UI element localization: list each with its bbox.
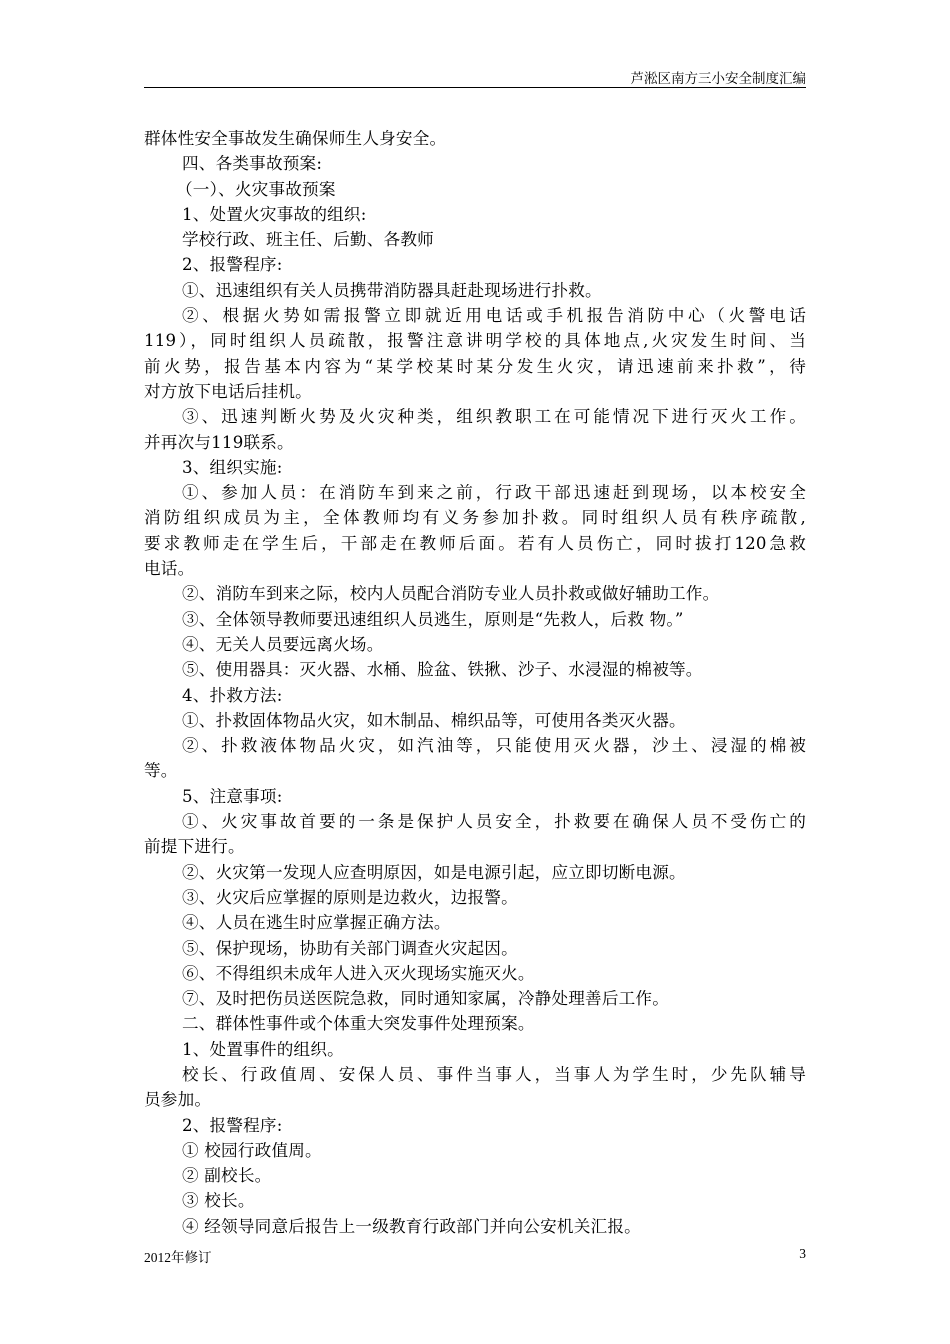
body-line: ②、消防车到来之际，校内人员配合消防专业人员扑救或做好辅助工作。 bbox=[182, 584, 720, 604]
page-header-title: 芦淞区南方三小安全制度汇编 bbox=[630, 71, 806, 86]
body-line: 校长、行政值周、安保人员、事件当事人，当事人为学生时，少先队辅导 bbox=[182, 1064, 806, 1084]
body-line: ②、根据火势如需报警立即就近用电话或手机报告消防中心（火警电话 bbox=[182, 306, 806, 326]
body-line: 电话。 bbox=[144, 559, 195, 579]
body-line: 学校行政、班主任、后勤、各教师 bbox=[182, 230, 434, 250]
body-line: ④、人员在逃生时应掌握正确方法。 bbox=[182, 913, 451, 933]
body-line: 员参加。 bbox=[144, 1090, 212, 1110]
page-number: 3 bbox=[799, 1246, 806, 1261]
body-line: 1、处置火灾事故的组织: bbox=[182, 204, 367, 224]
body-line: 2、报警程序: bbox=[182, 255, 283, 275]
body-line: ⑤、使用器具：灭火器、水桶、脸盆、铁揪、沙子、水浸湿的棉被等。 bbox=[182, 660, 703, 680]
body-line: 前提下进行。 bbox=[144, 837, 245, 857]
body-line: ①、参加人员：在消防车到来之前，行政干部迅速赶到现场，以本校安全 bbox=[182, 483, 806, 503]
body-line: ①、扑救固体物品火灾，如木制品、棉织品等，可使用各类灭火器。 bbox=[182, 710, 686, 730]
section-heading: 四、各类事故预案: bbox=[182, 154, 323, 174]
body-line: ⑦、及时把伤员送医院急救，同时通知家属，冷静处理善后工作。 bbox=[182, 989, 670, 1009]
body-line: 3、组织实施: bbox=[182, 457, 283, 477]
body-line: ⑤、保护现场，协助有关部门调查火灾起因。 bbox=[182, 938, 518, 958]
body-line: 5、注意事项: bbox=[182, 786, 283, 806]
body-line: ②、火灾第一发现人应查明原因，如是电源引起，应立即切断电源。 bbox=[182, 862, 686, 882]
body-line: 2、报警程序: bbox=[182, 1115, 283, 1135]
section-heading: 二、群体性事件或个体重大突发事件处理预案。 bbox=[182, 1014, 535, 1034]
body-line: ②、扑救液体物品火灾，如汽油等，只能使用灭火器，沙土、浸湿的棉被 bbox=[182, 736, 806, 756]
body-line: 消防组织成员为主，全体教师均有义务参加扑救。同时组织人员有秩序疏散, bbox=[144, 508, 806, 528]
body-line: 119），同时组织人员疏散，报警注意讲明学校的具体地点,火灾发生时间、当 bbox=[144, 331, 806, 351]
body-line: ③、火灾后应掌握的原则是边救火，边报警。 bbox=[182, 887, 518, 907]
footer-revision: 2012年修订 bbox=[144, 1250, 212, 1265]
body-line: 4、扑救方法: bbox=[182, 685, 283, 705]
body-line: 群体性安全事故发生确保师生人身安全。 bbox=[144, 129, 447, 148]
header-rule bbox=[144, 87, 806, 88]
body-line: ①、火灾事故首要的一条是保护人员安全，扑救要在确保人员不受伤亡的 bbox=[182, 812, 806, 832]
body-line: 等。 bbox=[144, 761, 178, 781]
body-line: ③、迅速判断火势及火灾种类，组织教职工在可能情况下进行灭火工作。 bbox=[182, 407, 806, 427]
body-line: ① 校园行政值周。 bbox=[182, 1140, 322, 1160]
body-line: ② 副校长。 bbox=[182, 1166, 272, 1186]
body-line: 并再次与119联系。 bbox=[144, 432, 294, 452]
document-body bbox=[144, 126, 806, 1239]
body-line: 前火势，报告基本内容为“某学校某时某分发生火灾，请迅速前来扑救”，待 bbox=[144, 356, 806, 376]
body-line: 对方放下电话后挂机。 bbox=[144, 381, 312, 401]
body-line: 1、处置事件的组织。 bbox=[182, 1039, 344, 1059]
body-line: ③、全体领导教师要迅速组织人员逃生，原则是“先救人，后救 物。” bbox=[182, 609, 684, 629]
body-line: ④ 经领导同意后报告上一级教育行政部门并向公安机关汇报。 bbox=[182, 1216, 641, 1236]
body-line: ③ 校长。 bbox=[182, 1191, 255, 1211]
body-line: ④、无关人员要远离火场。 bbox=[182, 634, 384, 654]
subsection-heading: （一）、火灾事故预案 bbox=[176, 179, 336, 199]
body-line: 要求教师走在学生后，干部走在教师后面。若有人员伤亡，同时拔打120急救 bbox=[144, 533, 806, 553]
body-line: ①、迅速组织有关人员携带消防器具赶赴现场进行扑救。 bbox=[182, 280, 602, 300]
body-line: ⑥、不得组织未成年人进入灭火现场实施灭火。 bbox=[182, 963, 535, 983]
